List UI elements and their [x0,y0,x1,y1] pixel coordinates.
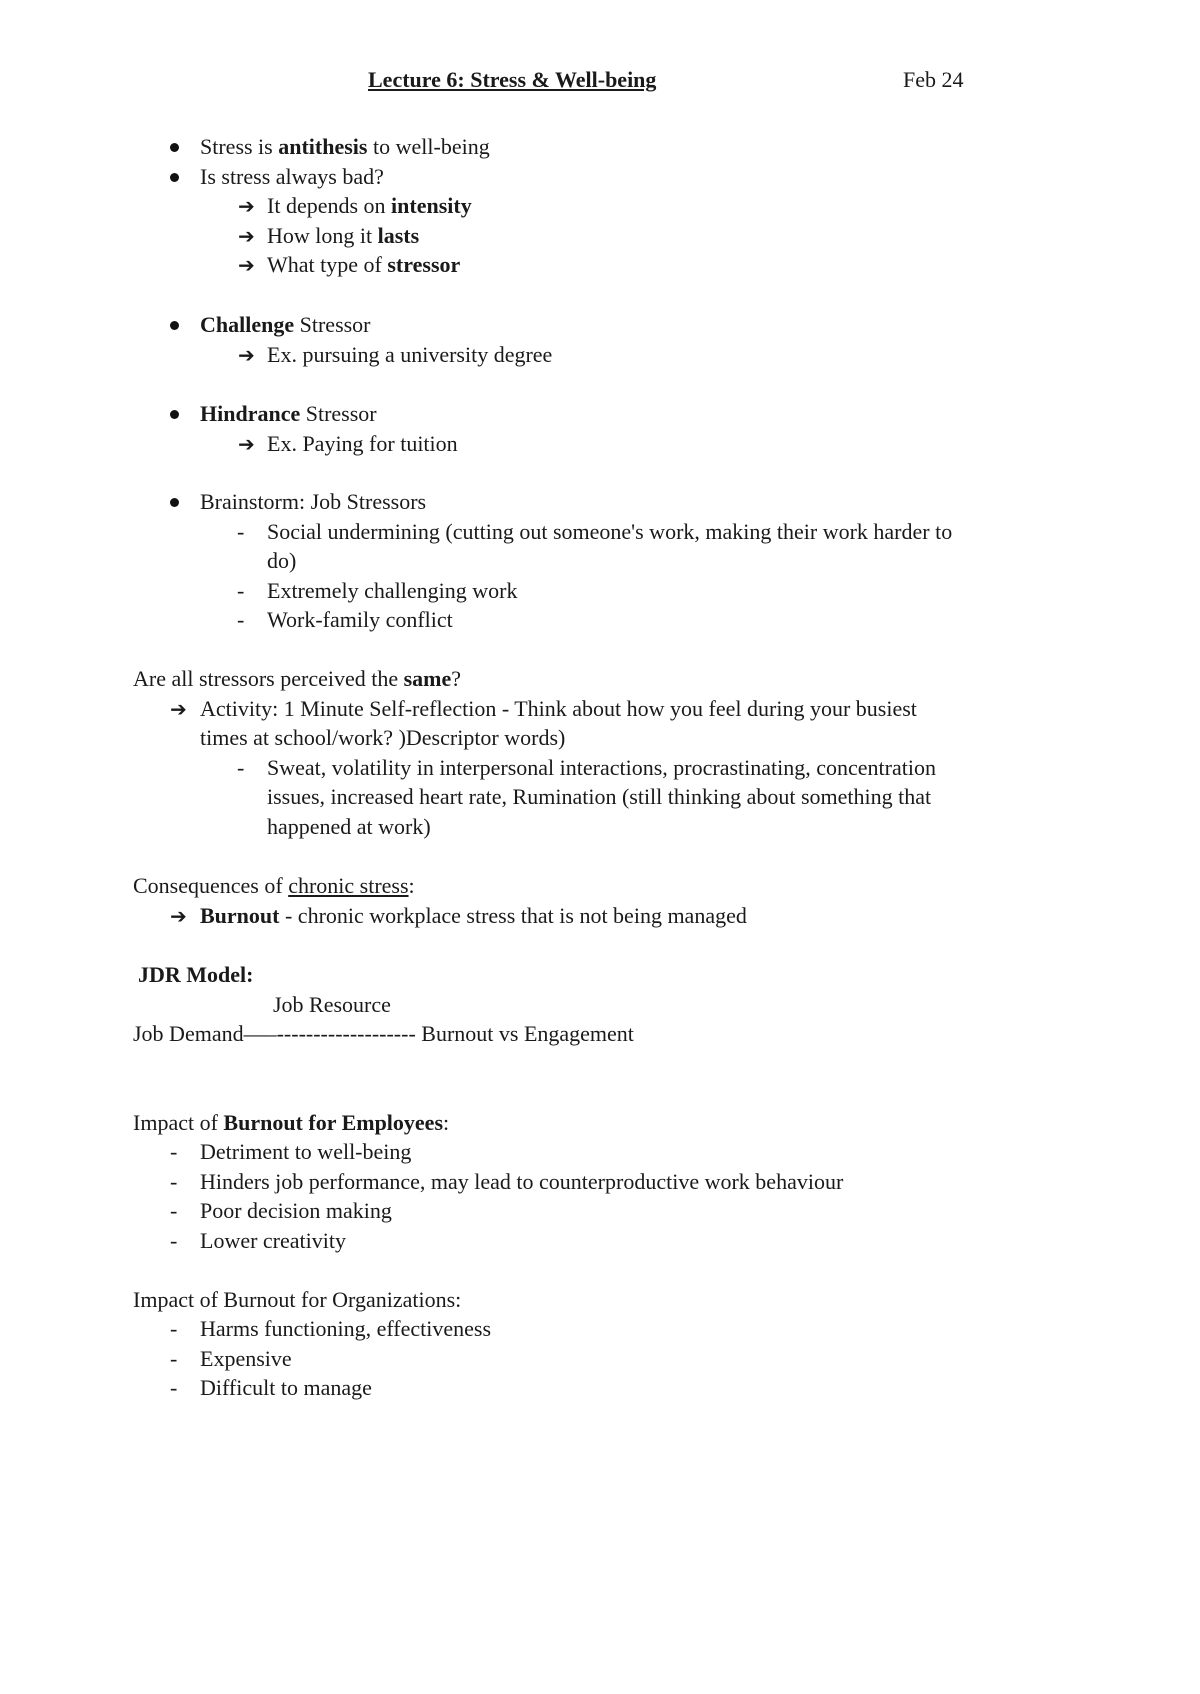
activity-response-continued: happened at work) [267,814,431,839]
organization-impact-item: Difficult to manage [200,1375,372,1400]
dash-icon: - [170,1169,178,1194]
activity-text-continued: times at school/work? )Descriptor words) [200,725,566,750]
bullet-icon [170,173,179,182]
stressor-item: Extremely challenging work [267,578,518,603]
dash-icon: - [170,1346,178,1371]
arrow-icon: ➔ [238,343,255,367]
hindrance-example: Ex. Paying for tuition [267,431,458,456]
arrow-icon: ➔ [170,697,187,721]
burnout-definition: Burnout - chronic workplace stress that is not being managed [200,903,747,928]
bullet-stress-antithesis: Stress is antithesis to well-being [200,134,490,159]
arrow-icon: ➔ [238,432,255,456]
dash-icon: - [170,1228,178,1253]
bullet-icon [170,498,179,507]
employee-impact-item: Lower creativity [200,1228,346,1253]
dash-icon: - [237,519,245,544]
activity-response-continued: issues, increased heart rate, Rumination (still thinking about something that [267,784,932,809]
organizations-heading: Impact of Burnout for Organizations: [133,1287,462,1312]
organization-impact-item: Harms functioning, effectiveness [200,1316,492,1341]
date: Feb 24 [903,67,964,92]
sub-lasts: How long it lasts [267,223,420,248]
arrow-icon: ➔ [170,904,187,928]
stressor-item: Work-family conflict [267,607,453,632]
bullet-hindrance-stressor: Hindrance Stressor [200,401,377,426]
jdr-heading: JDR Model: [138,962,254,987]
bullet-brainstorm: Brainstorm: Job Stressors [200,489,427,514]
activity-response: Sweat, volatility in interpersonal interactions, procrastinating, concentration [267,755,936,780]
dash-icon: - [170,1316,178,1341]
page-title: Lecture 6: Stress & Well-being [368,67,657,92]
dash-icon: - [170,1198,178,1223]
stressor-item: Social undermining (cutting out someone's work, making their work harder to [267,519,953,544]
bullet-icon [170,321,179,330]
challenge-example: Ex. pursuing a university degree [267,342,553,367]
bullet-icon [170,143,179,152]
arrow-icon: ➔ [238,224,255,248]
employees-heading: Impact of Burnout for Employees: [133,1110,450,1135]
activity-text: Activity: 1 Minute Self-reflection - Think about how you feel during your busiest [200,696,917,721]
dash-icon: - [170,1375,178,1400]
employee-impact-item: Poor decision making [200,1198,392,1223]
consequences-heading: Consequences of chronic stress: [133,873,415,898]
dash-icon: - [237,607,245,632]
employee-impact-item: Hinders job performance, may lead to counterproductive work behaviour [200,1169,844,1194]
dash-icon: - [237,755,245,780]
sub-stressor-type: What type of stressor [267,252,461,277]
organization-impact-item: Expensive [200,1346,292,1371]
dash-icon: - [170,1139,178,1164]
arrow-icon: ➔ [238,253,255,277]
employee-impact-item: Detriment to well-being [200,1139,412,1164]
jdr-job-resource: Job Resource [273,992,391,1017]
jdr-job-demand: Job Demand—–------------------- Burnout vs Engagement [133,1021,634,1046]
bullet-challenge-stressor: Challenge Stressor [200,312,371,337]
arrow-icon: ➔ [238,194,255,218]
dash-icon: - [237,578,245,603]
sub-intensity: It depends on intensity [267,193,472,218]
bullet-stress-bad: Is stress always bad? [200,164,384,189]
perceived-question: Are all stressors perceived the same? [133,666,462,691]
bullet-icon [170,410,179,419]
stressor-item-continued: do) [267,548,297,573]
